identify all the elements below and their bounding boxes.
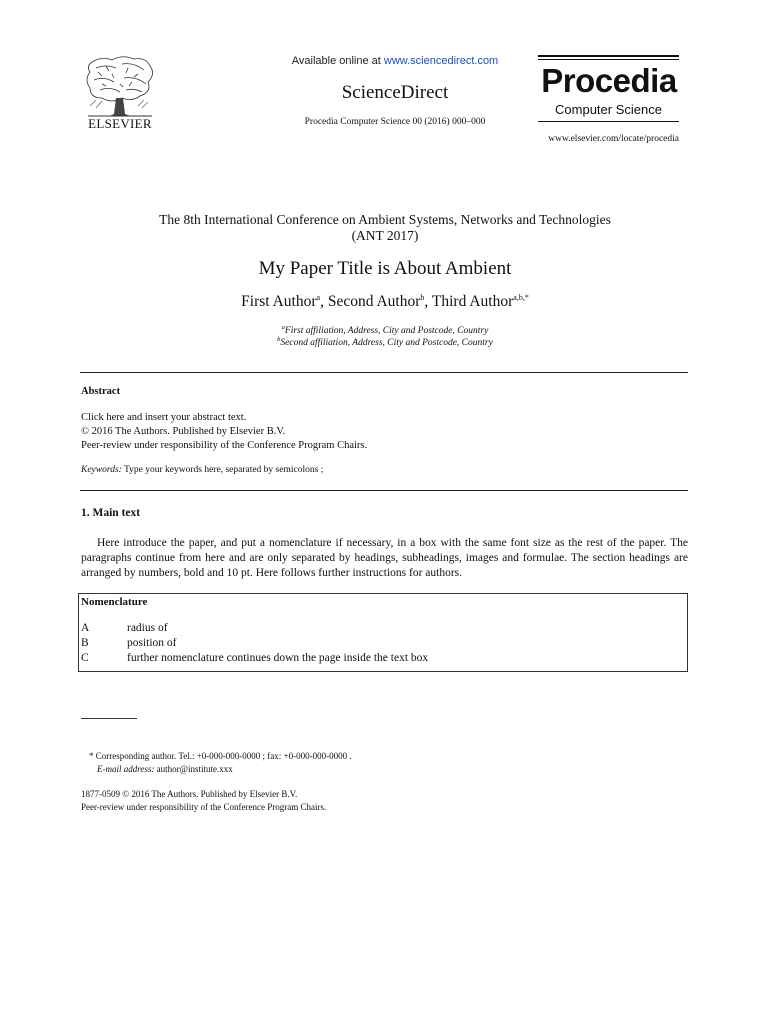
sciencedirect-brand: ScienceDirect [341,82,449,103]
affiliation-text: First affiliation, Address, City and Postcode, Country [284,326,489,337]
section-heading: 1. Main text [81,507,141,519]
abstract-heading: Abstract [81,386,121,397]
affiliation-sup: b [277,336,281,343]
procedia-bottom-rule [538,121,679,122]
elsevier-wordmark: ELSEVIER [88,116,152,131]
procedia-top-rule-thin [538,59,679,60]
author-name: First Author [241,293,317,311]
keywords-text: Type your keywords here, separated by semicolons ; [121,465,324,475]
email-note [97,764,233,774]
nomenclature-definition: further nomenclature continues down the page inside the text box [127,652,429,664]
nomenclature-definition: radius of [127,622,168,634]
journal-url[interactable]: www.elsevier.com/locate/procedia [548,134,679,144]
footnote-rule [81,718,137,719]
author-list [0,293,770,311]
journal-reference: Procedia Computer Science 00 (2016) 000–000 [304,117,486,127]
procedia-top-rule [538,55,679,57]
abstract-line: Peer-review under responsibility of the Conference Program Chairs. [81,440,368,451]
nomenclature-symbol: B [81,637,89,649]
email-label: E-mail address: [97,764,155,774]
nomenclature-heading: Nomenclature [81,596,148,608]
author-separator: , [424,293,432,311]
conference-name: The 8th International Conference on Ambient Systems, Networks and Technologies [159,212,611,227]
affiliation-sup: a [281,324,285,331]
peer-review-line: Peer-review under responsibility of the Conference Program Chairs. [81,802,327,812]
issn-line: 1877-0509 © 2016 The Authors. Published by Elsevier B.V. [81,789,298,799]
sciencedirect-link[interactable]: www.sciencedirect.com [383,55,499,67]
paper-title: My Paper Title is About Ambient [258,258,512,279]
email-value: author@institute.xxx [154,764,233,774]
conference-acronym: (ANT 2017) [351,228,419,243]
affiliation [0,336,770,348]
author-sup: b [420,293,425,302]
nomenclature-symbol: C [81,652,89,664]
affiliation-text: Second affiliation, Address, City and Postcode, Country [280,338,493,349]
procedia-subtitle: Computer Science [555,102,662,117]
author-sup: a,b,* [513,293,529,302]
nomenclature-symbol: A [81,622,90,634]
abstract-line: © 2016 The Authors. Published by Elsevier B.V. [81,426,286,437]
abstract-bottom-rule [80,490,688,491]
author-name: Third Author [431,293,514,311]
body-paragraph: Here introduce the paper, and put a nomenclature if necessary, in a box with the same font size as the rest of the paper. The paragraphs continue from here and are only separated by headings, subheadings, images and formulae. The section headings are arranged by numbers, bold and 10 pt. Here follows further instructions for authors. [81,537,688,579]
keywords-label: Keywords: [81,465,122,475]
availability-prefix: Available online at [291,55,381,67]
author-name: Second Author [327,293,421,311]
keywords [81,465,323,475]
abstract-top-rule [80,372,688,373]
nomenclature-definition: position of [127,637,177,649]
procedia-logo: Procedia [541,62,677,99]
author-separator: , [320,293,328,311]
corresponding-author-note: * Corresponding author. Tel.: +0-000-000-0000 ; fax: +0-000-000-0000 . [89,751,352,761]
abstract-line: Click here and insert your abstract text. [81,412,247,423]
author-sup: a [316,293,321,302]
affiliation [0,324,770,336]
